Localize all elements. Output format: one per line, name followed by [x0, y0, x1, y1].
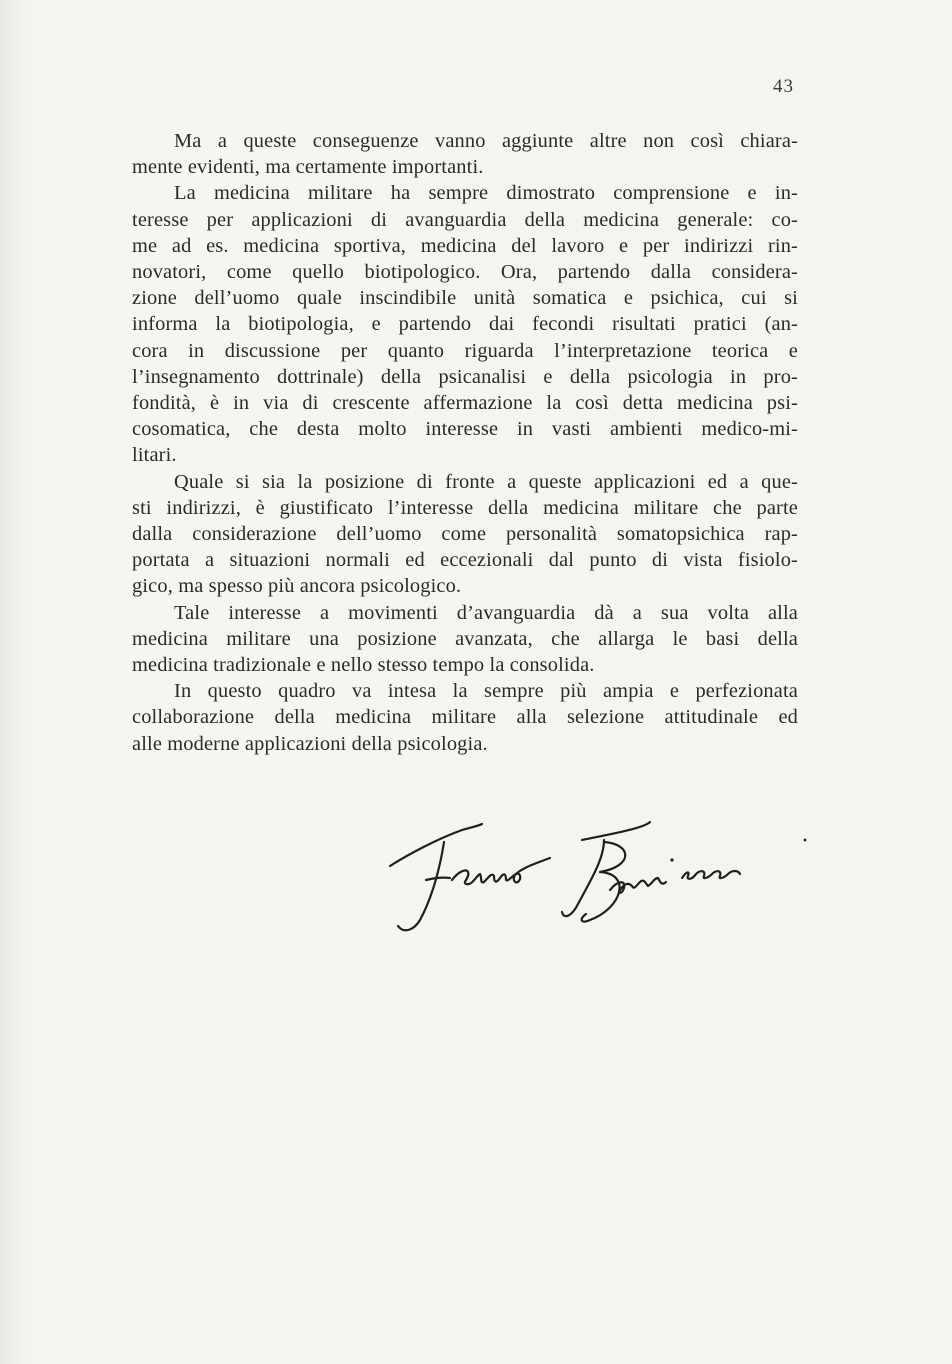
text-line: Quale si sia la posizione di fronte a queste applicazioni ed a que-	[174, 470, 798, 493]
text-line: mente evidenti, ma certamente importanti.	[132, 156, 484, 179]
text-line: zione dell’uomo quale inscindibile unità somatica e psichica, cui si	[132, 287, 798, 310]
text-line: fondità, è in via di crescente affermazione la così detta medicina psi-	[132, 392, 798, 415]
text-line: novatori, come quello biotipologico. Ora, partendo dalla considera-	[132, 261, 798, 284]
text-line: l’insegnamento dottrinale) della psicanalisi e della psicologia in pro-	[132, 365, 798, 388]
text-line: cosomatica, che desta molto interesse in vasti ambienti medico-mi-	[132, 418, 798, 441]
text-line: litari.	[132, 444, 177, 467]
signature-stroke	[390, 824, 482, 866]
text-line: sti indirizzi, è giustificato l’interesse della medicina militare che parte	[132, 496, 798, 519]
handwritten-signature	[382, 808, 812, 958]
text-line: La medicina militare ha sempre dimostrato comprensione e in-	[174, 182, 798, 205]
signature-stroke	[682, 871, 740, 879]
text-line: Tale interesse a movimenti d’avanguardia dà a sua volta alla	[174, 601, 798, 624]
paragraph	[132, 600, 798, 679]
text-line: dalla considerazione dell’uomo come personalità somatopsichica rap-	[132, 523, 798, 546]
text-line: portata a situazioni normali ed eccezionali dal punto di vista fisiolo-	[132, 549, 798, 572]
text-line: me ad es. medicina sportiva, medicina del lavoro e per indirizzi rin-	[132, 234, 798, 257]
paragraph	[132, 469, 798, 600]
text-line: alle moderne applicazioni della psicologia.	[132, 732, 488, 755]
text-line: Ma a queste conseguenze vanno aggiunte altre non così chiara-	[174, 130, 798, 152]
text-line: In questo quadro va intesa la sempre più ampia e perfezionata	[174, 680, 798, 703]
paragraph	[132, 180, 798, 468]
paragraph	[132, 678, 798, 757]
text-line: medicina tradizionale e nello stesso tempo la consolida.	[132, 654, 595, 677]
paragraph	[132, 128, 798, 180]
signature-stroke	[426, 878, 450, 880]
text-line: collaborazione della medicina militare alla selezione attitudinale ed	[132, 706, 798, 729]
page-number: 43	[773, 76, 794, 97]
text-line: medicina militare una posizione avanzata, che allarga le basi della	[132, 627, 798, 650]
signature-stroke	[562, 840, 604, 916]
signature-stroke	[582, 822, 650, 840]
body-text	[132, 128, 798, 757]
text-line: informa la biotipologia, e partendo dai fecondi risultati pratici (an-	[132, 313, 798, 336]
signature-stroke	[452, 858, 550, 884]
text-line: gico, ma spesso più ancora psicologico.	[132, 575, 462, 598]
text-line: cora in discussione per quanto riguarda l’interpretazione teorica e	[132, 339, 798, 362]
signature-stroke	[398, 842, 444, 930]
text-line: teresse per applicazioni di avanguardia della medicina generale: co-	[132, 208, 798, 231]
